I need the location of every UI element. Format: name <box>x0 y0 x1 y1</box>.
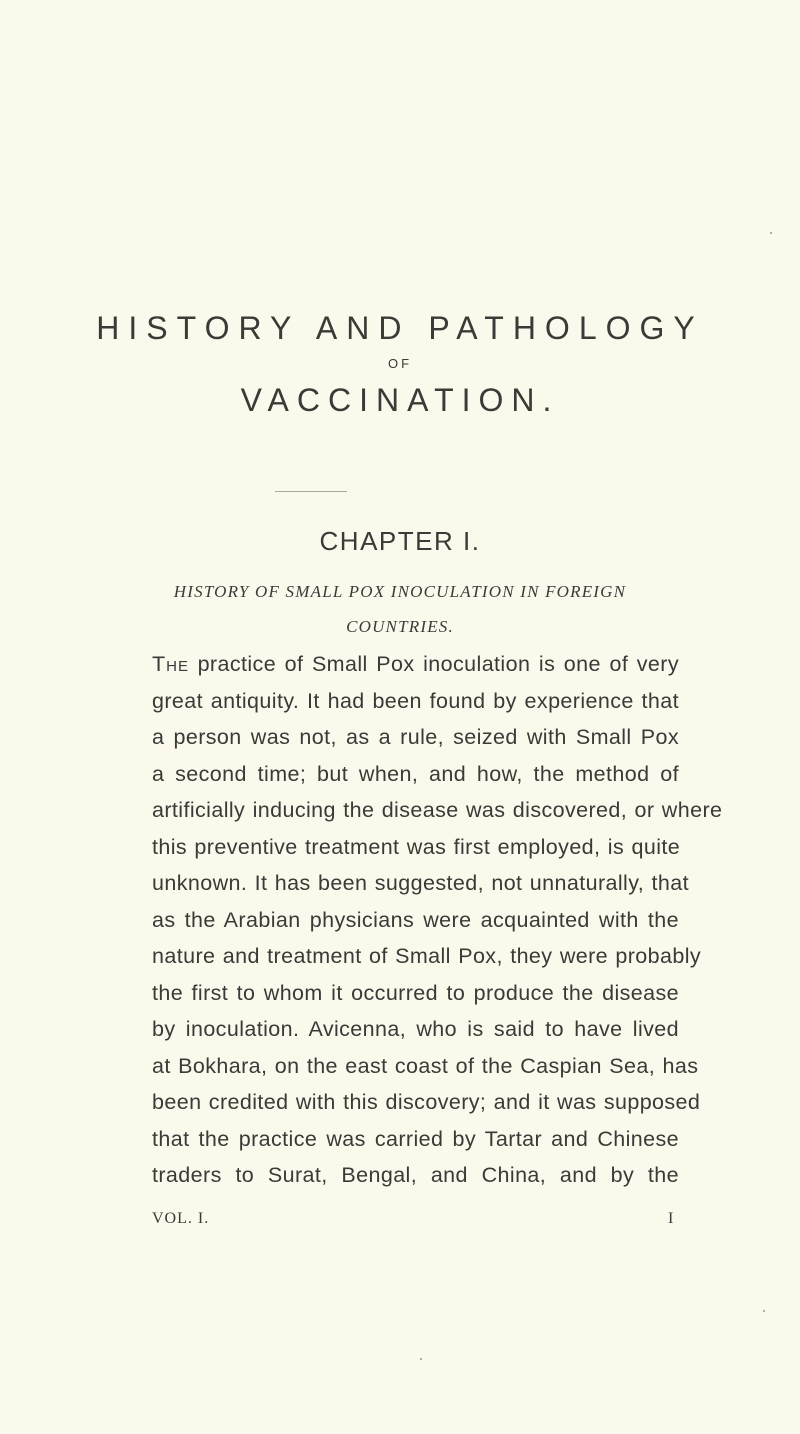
chapter-heading: CHAPTER I. <box>319 526 481 556</box>
body-line: unknown. It has been suggested, not unnaturally, that <box>152 871 689 895</box>
first-word: The <box>152 652 189 676</box>
signature-marker: I <box>668 1210 674 1227</box>
body-line: this preventive treatment was first employed, is quite <box>152 834 681 859</box>
paper-speck <box>420 1358 422 1360</box>
book-title-connector: OF <box>387 356 413 371</box>
body-line: by inoculation. Avicenna, who is said to have lived <box>152 1017 679 1041</box>
chapter-body-paragraph <box>152 646 723 1194</box>
chapter-subtitle <box>60 574 740 644</box>
body-line: as the Arabian physicians were acquainted with the <box>152 907 679 932</box>
body-line: artificially inducing the disease was discovered, or where <box>152 798 723 822</box>
body-line: a person was not, as a rule, seized with Small Pox <box>152 725 679 749</box>
body-line: that the practice was carried by Tartar and Chinese <box>152 1126 679 1151</box>
body-line: a second time; but when, and how, the method of <box>152 761 679 786</box>
body-line: been credited with this discovery; and it was supposed <box>152 1090 701 1114</box>
body-line-text: practice of Small Pox inoculation is one of very <box>188 652 679 676</box>
body-line <box>152 646 679 683</box>
body-line: at Bokhara, on the east coast of the Caspian Sea, has <box>152 1053 699 1078</box>
body-line: great antiquity. It had been found by experience that <box>152 688 679 713</box>
body-line: the first to whom it occurred to produce the disease <box>152 980 679 1005</box>
body-line: nature and treatment of Small Pox, they were probably <box>152 944 702 968</box>
paper-speck <box>770 232 772 234</box>
book-title: HISTORY AND PATHOLOGY <box>96 310 704 346</box>
book-subtitle: VACCINATION. <box>240 382 560 418</box>
volume-marker: VOL. I. <box>152 1210 210 1227</box>
paper-speck <box>763 1310 765 1312</box>
chapter-subtitle-line-2: COUNTRIES. <box>346 617 454 636</box>
body-line: traders to Surat, Bengal, and China, and by the <box>152 1163 679 1187</box>
chapter-subtitle-line-1: HISTORY OF SMALL POX INOCULATION IN FOREIGN <box>173 582 627 601</box>
title-divider <box>275 491 347 492</box>
